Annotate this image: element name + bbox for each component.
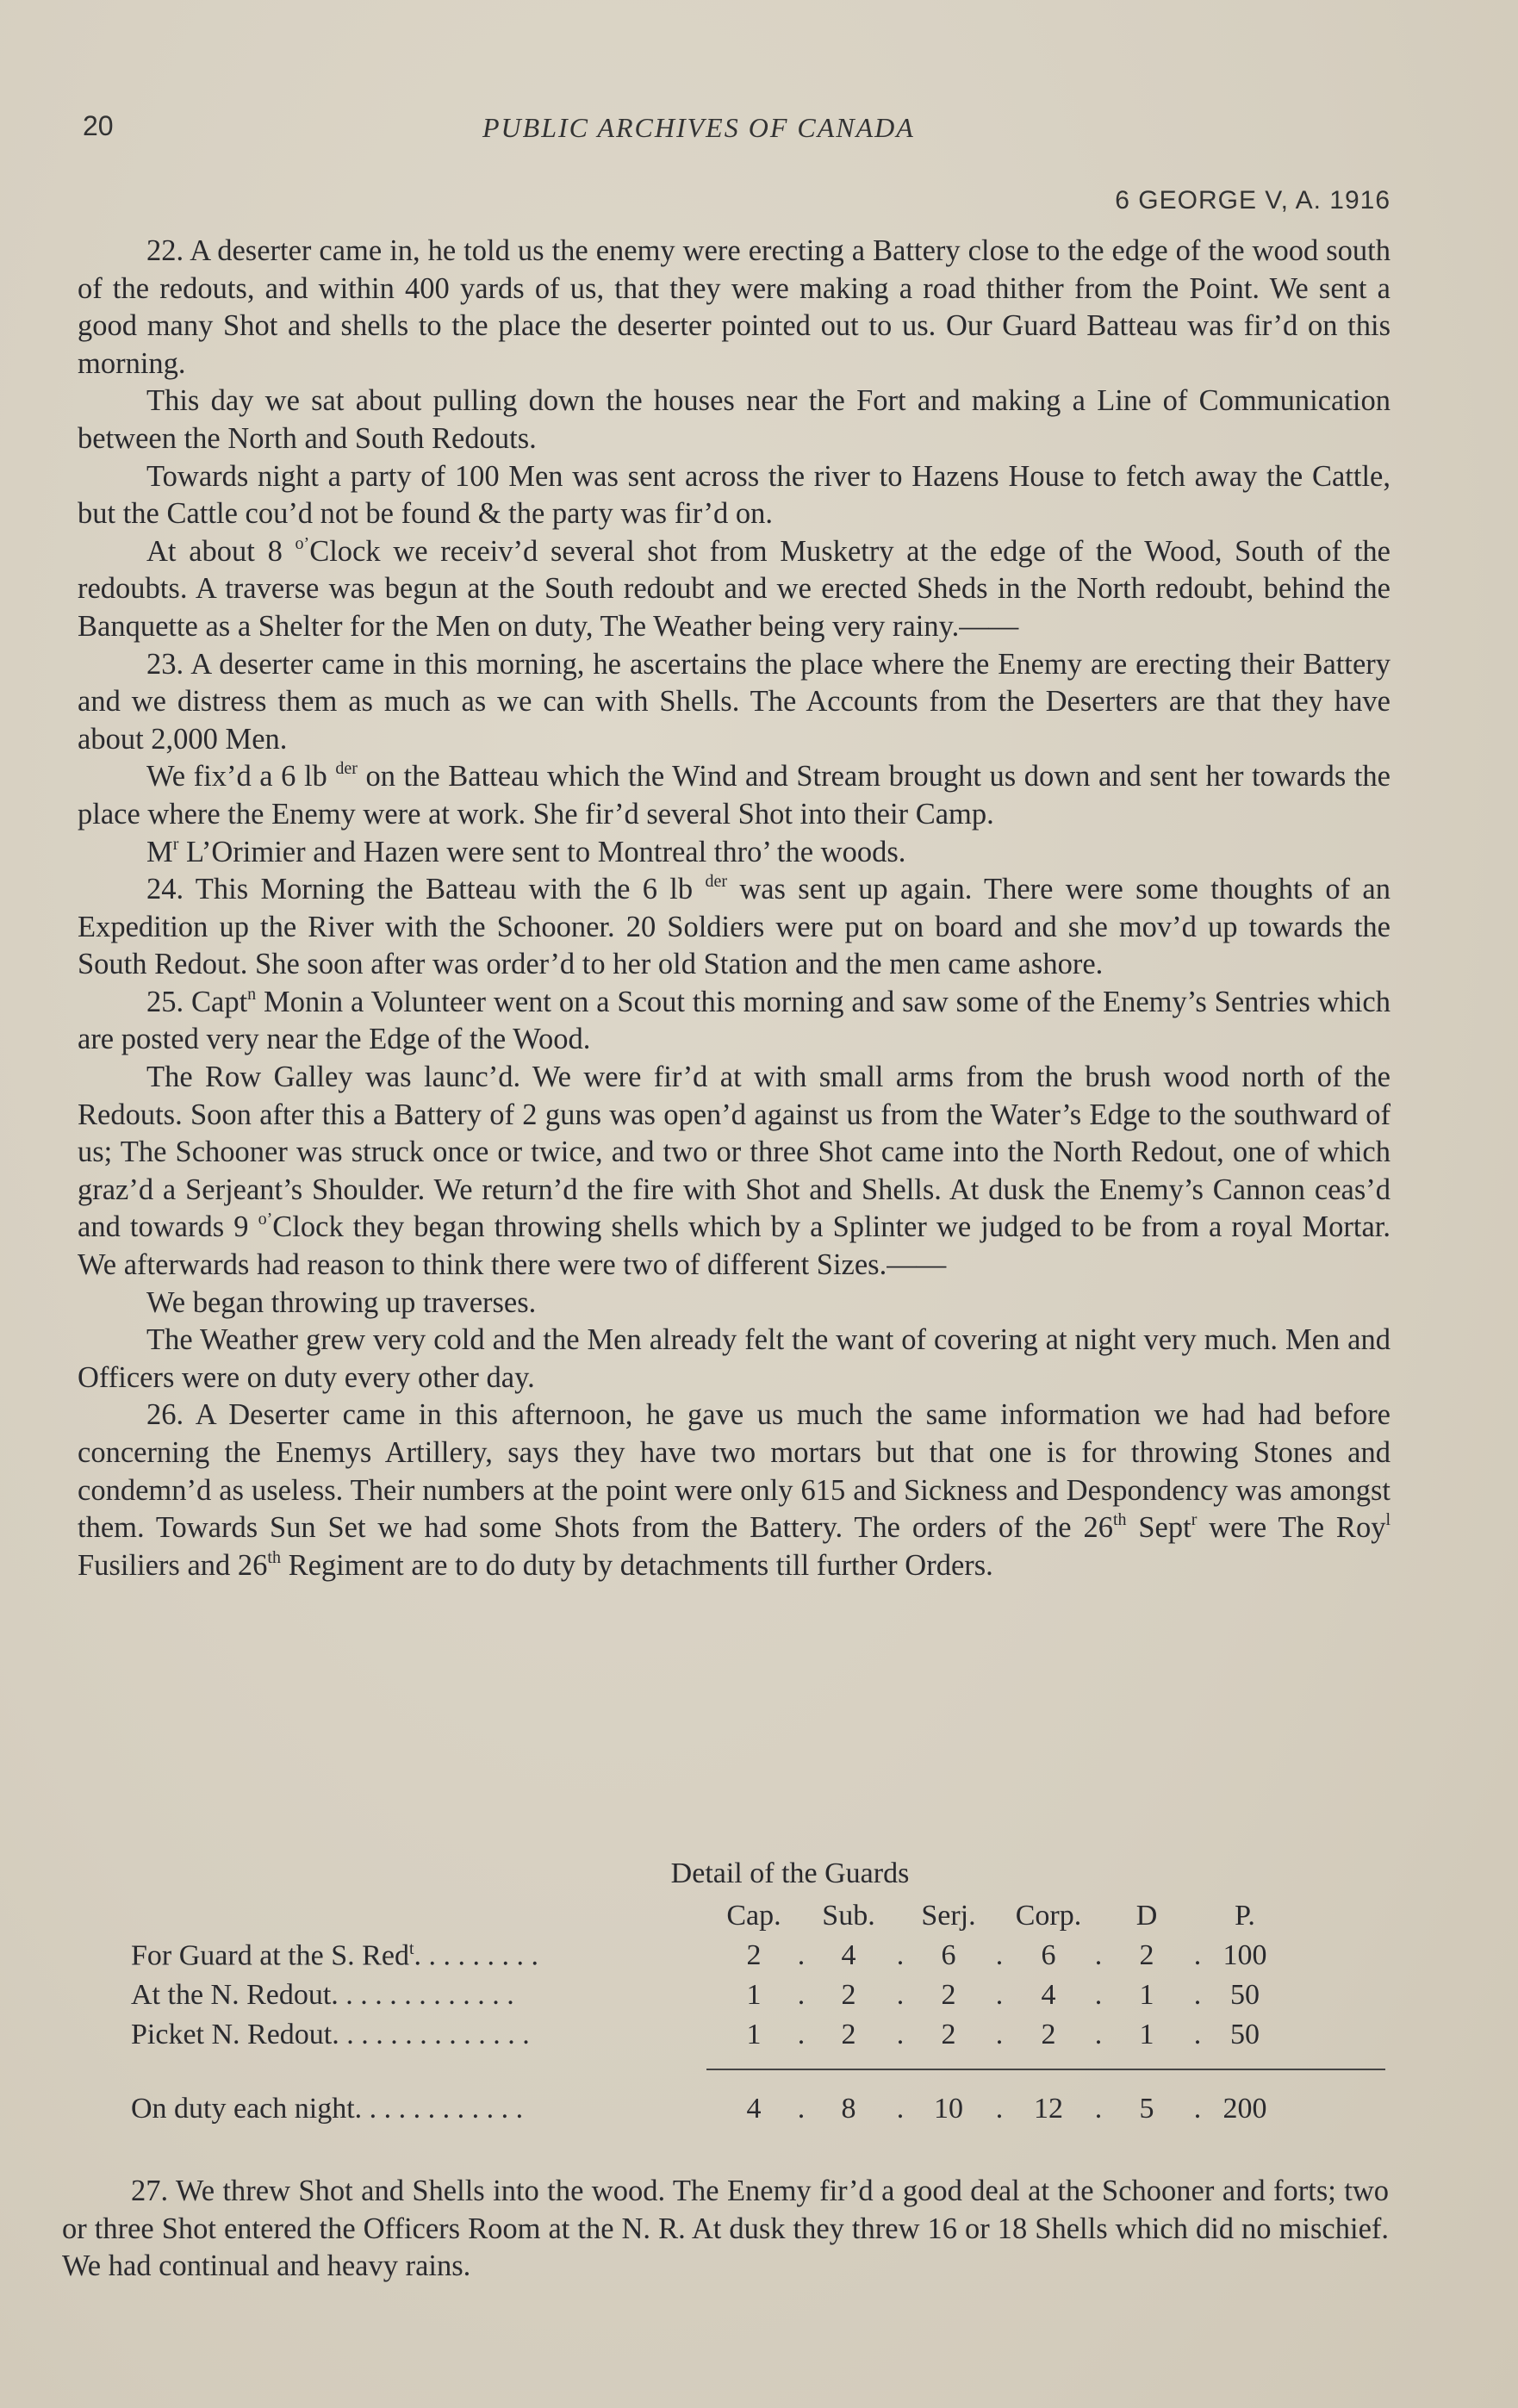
paragraph-text: 27. We threw Shot and Shells into the wood. The Enemy fir’d a good deal at the Schooner and forts; two or three Shot entered the Officers Room at the N. R. At dusk they threw 16 or 18 Shells which did no mischief. We had continual and heavy rains.	[62, 2175, 1389, 2283]
paragraph-text: Monin a Volunteer went on a Scout this morning and saw some of the Enemy’s Sentries which are posted very near the Edge of the Wood.	[78, 985, 1390, 1056]
paragraph-text: Clock we receiv’d several shot from Musketry at the edge of the Wood, South of the redoubts. A traverse was begun at the South redoubt and we erected Sheds in the North redoubt, behind the Banquette as a Shelter for the Men on duty, The Weather being very rainy.——	[78, 534, 1390, 643]
column-header: Serj.	[921, 1900, 976, 1932]
total-cell: 4	[746, 2093, 762, 2125]
separator-dot: .	[995, 1979, 1004, 2011]
column-header: Sub.	[822, 1900, 875, 1932]
table-row	[78, 1979, 1390, 2019]
running-title: PUBLIC ARCHIVES OF CANADA	[482, 112, 915, 143]
paragraph-text: 26. A Deserter came in this afternoon, he gave us much the same information we had had before concerning the Enemys Artillery, says they have two mortars but that one is for throwing Stones and condemn’d as useless. Their numbers at the point were only 615 and Sickness and Despondency was amongst them. Towards Sun Set we had some Shots from the Battery. The orders of the 26	[78, 1398, 1390, 1545]
paragraph-text: were The Roy	[1197, 1511, 1386, 1545]
paragraph-text: Fusiliers and 26	[78, 1548, 268, 1582]
paragraph-text: M	[146, 835, 173, 868]
superscript: n	[247, 984, 257, 1004]
paragraph	[78, 1322, 1390, 1397]
superscript: th	[1112, 1510, 1127, 1530]
paragraph	[62, 2173, 1389, 2286]
separator-dot: .	[896, 1979, 905, 2011]
total-cell: 10	[934, 2093, 963, 2125]
table-cell: 2	[941, 2019, 956, 2050]
separator-dot: .	[995, 1939, 1004, 1971]
separator-dot: .	[995, 2093, 1004, 2125]
spacer	[78, 2081, 1390, 2093]
separator-dot: .	[1094, 2019, 1103, 2050]
table-cell: 1	[746, 1979, 762, 2011]
separator-dot: .	[1094, 1979, 1103, 2011]
table-cell: 2	[1139, 1939, 1154, 1971]
superscript: o’	[295, 533, 310, 553]
column-header: P.	[1235, 1900, 1255, 1932]
paragraph-text: L’Orimier and Hazen were sent to Montreal thro’ the woods.	[178, 835, 906, 868]
separator-dot: .	[797, 2019, 806, 2050]
paragraph-text: was sent up again. There were some thoughts of an Expedition up the River with the Schooner. 20 Soldiers were put on board and she mov’d up towards the South Redout. She soon after was order’d to her old Station and the men came ashore.	[78, 873, 1390, 981]
table-cell: 2	[1041, 2019, 1056, 2050]
paragraph	[78, 533, 1390, 646]
row-label: At the N. Redout. . . . . . . . . . . . .	[131, 1979, 514, 2011]
paragraph-text: We fix’d a 6 lb	[146, 760, 336, 793]
table-cell: 100	[1222, 1939, 1267, 1971]
paragraph	[78, 1059, 1390, 1285]
total-cell: 8	[841, 2093, 856, 2125]
superscript: th	[267, 1547, 281, 1567]
separator-dot: .	[1094, 1939, 1103, 1971]
closing-section	[62, 2173, 1389, 2286]
separator-dot: .	[896, 1939, 905, 1971]
table-cell: 2	[746, 1939, 762, 1971]
superscript: o’	[258, 1210, 273, 1229]
column-header: Corp.	[1015, 1900, 1082, 1932]
table-cell: 2	[941, 1979, 956, 2011]
table-cell: 6	[1041, 1939, 1056, 1971]
table-cell: 50	[1230, 1979, 1260, 2011]
table-total-row	[78, 2093, 1390, 2132]
table-cell: 4	[841, 1939, 856, 1971]
row-label-text: For Guard at the S. Red	[131, 1939, 409, 1972]
paragraph-text: Sept	[1126, 1511, 1191, 1545]
paragraph	[78, 383, 1390, 457]
superscript: der	[705, 872, 728, 892]
session-label: 6 GEORGE V, A. 1916	[1115, 186, 1390, 215]
separator-dot: .	[1193, 1939, 1202, 1971]
separator-dot: .	[1193, 2019, 1202, 2050]
table-cell: 4	[1041, 1979, 1056, 2011]
paragraph-text: Regiment are to do duty by detachments till further Orders.	[280, 1548, 993, 1582]
separator-dot: .	[797, 1939, 806, 1971]
table-cell: 1	[1139, 1979, 1154, 2011]
superscript: l	[1385, 1510, 1391, 1530]
paragraph-text: on the Batteau which the Wind and Stream brought us down and sent her towards the place where the Enemy were at work. She fir’d several Shot into their Camp.	[78, 760, 1390, 831]
total-cell: 12	[1034, 2093, 1063, 2125]
separator-dot: .	[995, 2019, 1004, 2050]
table-header-row	[78, 1900, 1390, 1939]
rule-line	[706, 2069, 1385, 2070]
table-cell: 1	[1139, 2019, 1154, 2050]
paragraph	[78, 871, 1390, 984]
table-cell: 50	[1230, 2019, 1260, 2050]
paragraph-text: At about 8	[146, 534, 296, 568]
paragraph-text: This day we sat about pulling down the houses near the Fort and making a Line of Communication between the North and South Redouts.	[78, 384, 1390, 455]
paragraph-text: 25. Capt	[146, 985, 248, 1018]
paragraph-text: We began throwing up traverses.	[146, 1285, 537, 1319]
table-cell: 2	[841, 2019, 856, 2050]
paragraph	[78, 646, 1390, 759]
column-header: D	[1135, 1900, 1158, 1932]
table-row	[78, 1939, 1390, 1979]
table-cell: 2	[841, 1979, 856, 2011]
separator-dot: .	[1193, 1979, 1202, 2011]
paragraph-text: The Row Galley was launc’d. We were fir’d at with small arms from the brush wood north of the Redouts. Soon after this a Battery of 2 guns was open’d against us from the Water’s Edge to the southward of us; The Schooner was struck once or twice, and two or three Shot came into the North Redout, one of which graz’d a Serjeant’s Shoulder. We return’d the fire with Shot and Shells. At dusk the Enemy’s Cannon ceas’d and towards 9	[78, 1061, 1390, 1244]
total-label: On duty each night. . . . . . . . . . . .	[131, 2093, 524, 2125]
row-label: Picket N. Redout. . . . . . . . . . . . . .	[131, 2019, 530, 2050]
separator-dot: .	[896, 2019, 905, 2050]
paragraph-text: Clock they began throwing shells which by a Splinter we judged to be from a royal Mortar. We afterwards had reason to think there were two of different Sizes.——	[78, 1210, 1390, 1282]
separator-dot: .	[797, 2093, 806, 2125]
paragraph	[78, 458, 1390, 533]
journal-body	[78, 233, 1390, 1584]
paragraph-text: 24. This Morning the Batteau with the 6 lb	[146, 873, 706, 906]
superscript: t	[408, 1939, 414, 1958]
paragraph-text: 22. A deserter came in, he told us the enemy were erecting a Battery close to the edge of the wood south of the redouts, and within 400 yards of us, that they were making a road thither from the Point. We sent a good many Shot and shells to the place the deserter pointed out to us. Our Guard Batteau was fir’d on this morning.	[78, 234, 1390, 380]
superscript: der	[335, 759, 358, 779]
page-number: 20	[83, 110, 114, 141]
paragraph-text: 23. A deserter came in this morning, he ascertains the place where the Enemy are erecting their Battery and we distress them as much as we can with Shells. The Accounts from the Deserters are that they have about 2,000 Men.	[78, 647, 1390, 756]
superscript: r	[172, 834, 179, 854]
table-row	[78, 2019, 1390, 2058]
guards-table	[78, 1848, 1390, 2132]
total-cell: 5	[1139, 2093, 1154, 2125]
paragraph-text: The Weather grew very cold and the Men already felt the want of covering at night very much. Men and Officers were on duty every other day.	[78, 1323, 1390, 1394]
separator-dot: .	[1193, 2093, 1202, 2125]
table-sum-rule	[78, 2058, 1390, 2081]
total-cell: 200	[1222, 2093, 1267, 2125]
table-title: Detail of the Guards	[670, 1857, 910, 1889]
paragraph	[78, 1285, 1390, 1322]
paragraph-text: Towards night a party of 100 Men was sent across the river to Hazens House to fetch away the Cattle, but the Cattle cou’d not be found & the party was fir’d on.	[78, 459, 1390, 531]
paragraph	[78, 984, 1390, 1059]
row-label-leader: . . . . . . . . .	[414, 1939, 539, 1972]
paragraph	[78, 834, 1390, 872]
separator-dot: .	[797, 1979, 806, 2011]
paragraph	[78, 233, 1390, 383]
separator-dot: .	[1094, 2093, 1103, 2125]
row-label	[131, 1939, 538, 1972]
paragraph	[78, 758, 1390, 833]
table-cell: 6	[941, 1939, 956, 1971]
paragraph	[78, 1397, 1390, 1584]
column-header: Cap.	[726, 1900, 781, 1932]
table-cell: 1	[746, 2019, 762, 2050]
superscript: r	[1191, 1510, 1198, 1530]
separator-dot: .	[896, 2093, 905, 2125]
